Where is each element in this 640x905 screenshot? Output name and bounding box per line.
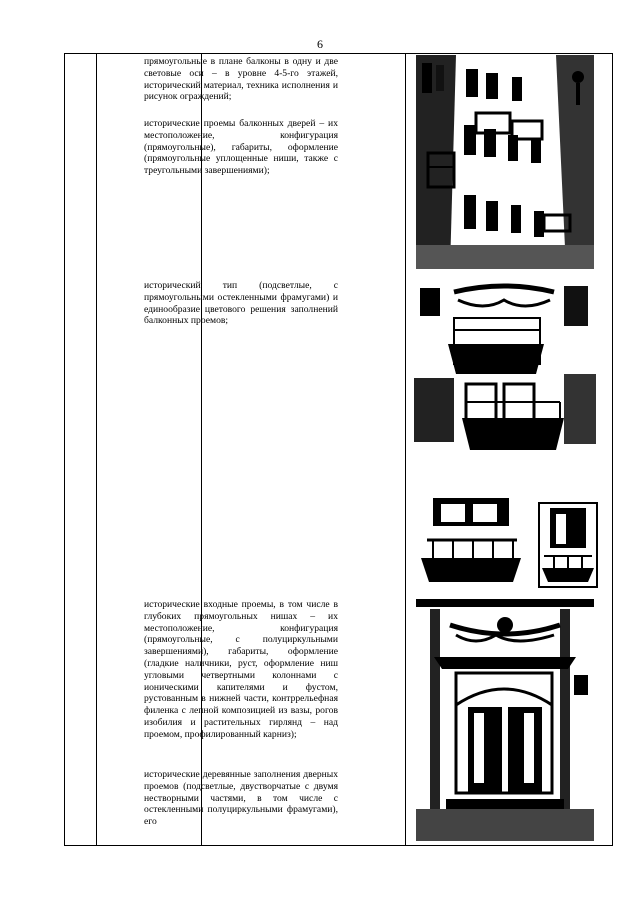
text-paragraph-3: исторический тип (подсветлые, с прямоугольными остекленными фрамугами) и единообразие цветового решения заполнений балконных проемов; bbox=[144, 280, 338, 327]
entrance-portal-photo bbox=[416, 595, 594, 841]
facade-balconies-photo bbox=[416, 55, 594, 269]
balconies-stucco-photo bbox=[414, 278, 596, 482]
balcony-small-right-photo bbox=[538, 502, 598, 588]
page-number: 6 bbox=[317, 37, 323, 51]
text-paragraph-5: исторические деревянные заполнения дверных проемов (подсветлые, двустворчатые с двумя нестворными частями, в том числе с остекленными полуциркульными фрамугами), его bbox=[144, 769, 338, 828]
column-divider bbox=[405, 54, 406, 845]
column-divider bbox=[96, 54, 97, 845]
balcony-small-left-photo bbox=[413, 496, 525, 586]
text-paragraph-1: прямоугольные в плане балконы в одну и две световые оси – в уровне 4-5-го этажей, исторический материал, техника исполнения и рисунок ограждений; bbox=[144, 56, 338, 103]
text-paragraph-2: исторические проемы балконных дверей – их местоположение, конфигурация (прямоугольные), габариты, оформление (прямоугольные уплощенные ниши, также с треугольными завершениями); bbox=[144, 118, 338, 177]
text-paragraph-4: исторические входные проемы, в том числе в глубоких прямоугольных нишах – их местоположение, конфигурация (прямоугольные, с полуциркульными завершениями), габариты, оформление (гладкие наличники, руст, оформление ниш угловыми четвертными колоннами с ионическими капителями и фустом, рустованным в нижней части, контррельефная филенка с лепной композицией из вазы, рогов изобилия и растительных гирлянд – над проемом, профилированный карниз); bbox=[144, 599, 338, 740]
